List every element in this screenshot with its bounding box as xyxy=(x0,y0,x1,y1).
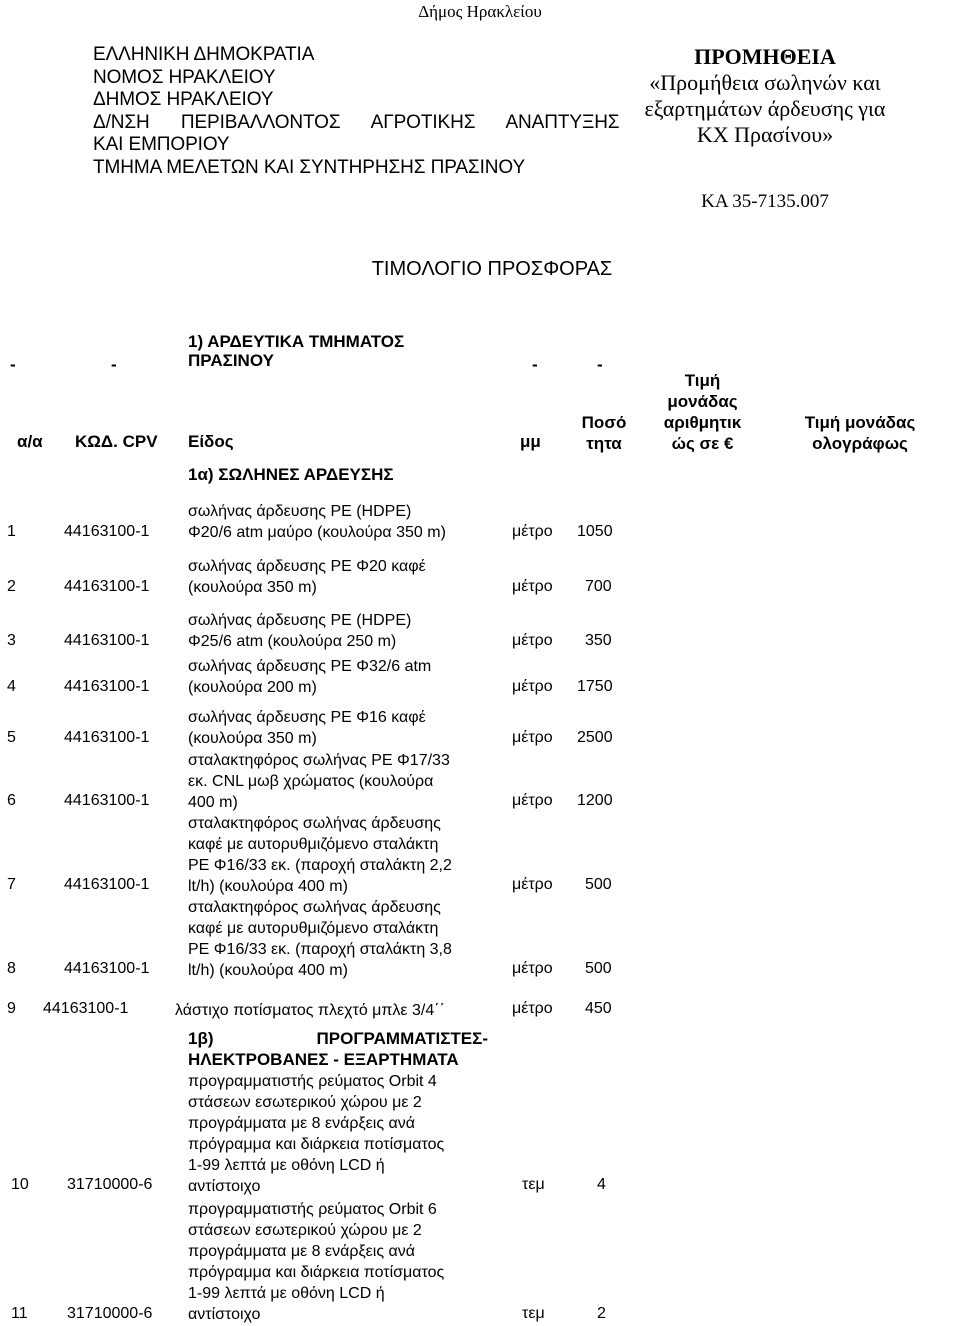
row-unit: μέτρο xyxy=(512,1000,553,1017)
row-quantity: 2500 xyxy=(577,729,613,746)
row-quantity: 2 xyxy=(597,1305,606,1322)
supply-subtitle: εξαρτημάτων άρδευσης για xyxy=(644,96,886,121)
row-aa: 4 xyxy=(7,678,16,695)
supply-subtitle: ΚΧ Πρασίνου» xyxy=(696,122,834,147)
description-line: (κουλούρα 350 m) xyxy=(188,579,317,596)
description-line: 1-99 λεπτά με οθόνη LCD ή xyxy=(188,1157,385,1174)
description-line: προγράμματα με 8 ενάρξεις ανά xyxy=(188,1115,415,1132)
row-description xyxy=(188,501,488,543)
column-header-unit: μμ xyxy=(520,432,541,451)
row-quantity: 700 xyxy=(585,578,612,595)
column-header-qty xyxy=(568,412,640,454)
description-line: σωλήνας άρδευσης PE Φ20 καφέ xyxy=(188,558,426,575)
authority-line: ΔΗΜΟΣ ΗΡΑΚΛΕΙΟΥ xyxy=(93,89,274,110)
row-aa: 8 xyxy=(7,960,16,977)
column-header-qty-line: Ποσό xyxy=(581,413,627,432)
row-aa: 5 xyxy=(7,729,16,746)
header-dash: - xyxy=(532,355,538,374)
column-header-qty-line: τητα xyxy=(586,434,622,453)
row-description xyxy=(175,1000,495,1021)
authority-line: ΤΜΗΜΑ ΜΕΛΕΤΩΝ ΚΑΙ ΣΥΝΤΗΡΗΣΗΣ ΠΡΑΣΙΝΟΥ xyxy=(93,156,526,178)
row-description xyxy=(188,897,486,981)
row-code: 44163100-1 xyxy=(64,876,150,893)
description-line: 1-99 λεπτά με οθόνη LCD ή xyxy=(188,1285,385,1302)
header-dash: - xyxy=(597,355,603,374)
supply-title: ΠΡΟΜΗΘΕΙΑ xyxy=(694,44,836,69)
description-line: Φ20/6 atm μαύρο (κουλούρα 350 m) xyxy=(188,524,446,541)
description-line: λάστιχο ποτίσματος πλεχτό μπλε 3/4΄΄ xyxy=(175,1002,445,1019)
supply-block xyxy=(600,44,930,148)
running-header: Δήμος Ηρακλείου xyxy=(418,2,542,21)
description-line: Φ25/6 atm (κουλούρα 250 m) xyxy=(188,633,397,650)
authority-line: Δ/ΝΣΗ ΠΕΡΙΒΑΛΛΟΝΤΟΣ ΑΓΡΟΤΙΚΗΣ ΑΝΑΠΤΥΞΗΣ xyxy=(93,111,620,133)
description-line: καφέ με αυτορυθμιζόμενο σταλάκτη xyxy=(188,836,439,853)
row-unit: μέτρο xyxy=(512,578,553,595)
subsection-title-line: ΗΛΕΚΤΡΟΒΑΝΕΣ - ΕΞΑΡΤΗΜΑΤΑ xyxy=(188,1050,459,1069)
subsection-title-line: 1β) ΠΡΟΓΡΑΜΜΑΤΙΣΤΕΣ- xyxy=(188,1029,488,1048)
description-line: εκ. CNL μωβ χρώματος (κουλούρα xyxy=(188,773,434,790)
row-description xyxy=(188,707,486,749)
header-dash: - xyxy=(111,355,117,374)
row-unit: μέτρο xyxy=(512,792,553,809)
authority-line: ΝΟΜΟΣ ΗΡΑΚΛΕΙΟΥ xyxy=(93,66,276,88)
authority-line: ΚΑΙ ΕΜΠΟΡΙΟΥ xyxy=(93,134,230,155)
description-line: lt/h) (κουλούρα 400 m) xyxy=(188,878,348,895)
row-aa: 2 xyxy=(7,578,16,595)
row-unit: μέτρο xyxy=(512,523,553,540)
column-header-price-line: αριθμητικ xyxy=(663,413,742,432)
budget-code: ΚΑ 35-7135.007 xyxy=(701,191,829,212)
row-aa: 1 xyxy=(7,523,16,540)
description-line: προγράμματα με 8 ενάρξεις ανά xyxy=(188,1243,415,1260)
row-quantity: 350 xyxy=(585,632,612,649)
row-quantity: 450 xyxy=(585,1000,612,1017)
row-unit: μέτρο xyxy=(512,678,553,695)
row-aa: 3 xyxy=(7,632,16,649)
section-title: 1) ΑΡΔΕΥΤΙΚΑ ΤΜΗΜΑΤΟΣ xyxy=(188,332,405,351)
row-quantity: 4 xyxy=(597,1176,606,1193)
description-line: αντίστοιχο xyxy=(188,1178,261,1195)
column-header-price-words xyxy=(770,412,950,454)
description-line: (κουλούρα 200 m) xyxy=(188,679,317,696)
row-description xyxy=(188,1071,488,1197)
description-line: αντίστοιχο xyxy=(188,1306,261,1323)
authority-line: ΕΛΛΗΝΙΚΗ ΔΗΜΟΚΡΑΤΙΑ xyxy=(93,44,315,65)
row-code: 44163100-1 xyxy=(64,632,150,649)
document-title: ΤΙΜΟΛΟΓΙΟ ΠΡΟΣΦΟΡΑΣ xyxy=(371,258,613,280)
row-description xyxy=(188,610,488,652)
row-unit: τεμ xyxy=(522,1305,545,1322)
column-header-price-line: μονάδας xyxy=(667,392,738,411)
description-line: σωλήνας άρδευσης PE (HDPE) xyxy=(188,503,412,520)
row-aa: 6 xyxy=(7,792,16,809)
description-line: σωλήνας άρδευσης PE (HDPE) xyxy=(188,612,412,629)
description-line: στάσεων εσωτερικού χώρου με 2 xyxy=(188,1094,422,1111)
row-unit: μέτρο xyxy=(512,632,553,649)
row-quantity: 500 xyxy=(585,876,612,893)
authority-block xyxy=(93,44,619,179)
supply-subtitle: «Προμήθεια σωληνών και xyxy=(649,70,881,95)
column-header-price-numeric xyxy=(640,370,765,454)
row-unit: μέτρο xyxy=(512,729,553,746)
row-unit: μέτρο xyxy=(512,960,553,977)
subsection-title: 1α) ΣΩΛΗΝΕΣ ΑΡΔΕΥΣΗΣ xyxy=(188,465,394,484)
description-line: σταλακτηφόρος σωλήνας άρδευσης xyxy=(188,815,441,832)
subsection-title xyxy=(188,1028,488,1070)
description-line: lt/h) (κουλούρα 400 m) xyxy=(188,962,348,979)
description-line: σταλακτηφόρος σωλήνας άρδευσης xyxy=(188,899,441,916)
description-line: προγραμματιστής ρεύματος Orbit 6 xyxy=(188,1201,437,1218)
description-line: σωλήνας άρδευσης PE Φ16 καφέ xyxy=(188,709,426,726)
row-code: 31710000-6 xyxy=(67,1176,153,1193)
column-header-code: ΚΩΔ. CPV xyxy=(75,432,158,451)
row-description xyxy=(188,813,486,897)
row-description xyxy=(188,1199,488,1325)
section-title: ΠΡΑΣΙΝΟΥ xyxy=(188,351,274,370)
description-line: (κουλούρα 350 m) xyxy=(188,730,317,747)
row-aa: 9 xyxy=(7,1000,16,1017)
description-line: σταλακτηφόρος σωλήνας PE Φ17/33 xyxy=(188,752,450,769)
row-description xyxy=(188,656,486,698)
row-code: 44163100-1 xyxy=(64,960,150,977)
description-line: 400 m) xyxy=(188,794,238,811)
column-header-item: Είδος xyxy=(188,432,234,451)
column-header-price-line: ολογράφως xyxy=(812,434,908,453)
row-description xyxy=(188,556,466,598)
row-code: 44163100-1 xyxy=(64,792,150,809)
description-line: PE Φ16/33 εκ. (παροχή σταλάκτη 2,2 xyxy=(188,857,452,874)
row-unit: τεμ xyxy=(522,1176,545,1193)
description-line: σωλήνας άρδευσης PE Φ32/6 atm xyxy=(188,658,432,675)
description-line: πρόγραμμα και διάρκεια ποτίσματος xyxy=(188,1264,445,1281)
column-header-aa: α/α xyxy=(17,432,43,451)
description-line: PE Φ16/33 εκ. (παροχή σταλάκτη 3,8 xyxy=(188,941,452,958)
row-quantity: 1750 xyxy=(577,678,613,695)
row-aa: 10 xyxy=(11,1176,29,1193)
description-line: πρόγραμμα και διάρκεια ποτίσματος xyxy=(188,1136,445,1153)
column-header-price-line: Τιμή xyxy=(684,371,721,390)
row-code: 44163100-1 xyxy=(64,578,150,595)
row-code: 44163100-1 xyxy=(64,729,150,746)
row-unit: μέτρο xyxy=(512,876,553,893)
column-header-price-line: ώς σε € xyxy=(671,434,734,453)
column-header-price-line: Τιμή μονάδας xyxy=(804,413,916,432)
row-aa: 7 xyxy=(7,876,16,893)
row-code: 44163100-1 xyxy=(43,1000,129,1017)
description-line: προγραμματιστής ρεύματος Orbit 4 xyxy=(188,1073,437,1090)
row-code: 44163100-1 xyxy=(64,523,150,540)
row-quantity: 1200 xyxy=(577,792,613,809)
row-aa: 11 xyxy=(11,1305,28,1322)
row-code: 31710000-6 xyxy=(67,1305,153,1322)
row-code: 44163100-1 xyxy=(64,678,150,695)
row-quantity: 500 xyxy=(585,960,612,977)
description-line: στάσεων εσωτερικού χώρου με 2 xyxy=(188,1222,422,1239)
description-line: καφέ με αυτορυθμιζόμενο σταλάκτη xyxy=(188,920,439,937)
row-quantity: 1050 xyxy=(577,523,613,540)
row-description xyxy=(188,750,486,813)
header-dash: - xyxy=(10,355,16,374)
